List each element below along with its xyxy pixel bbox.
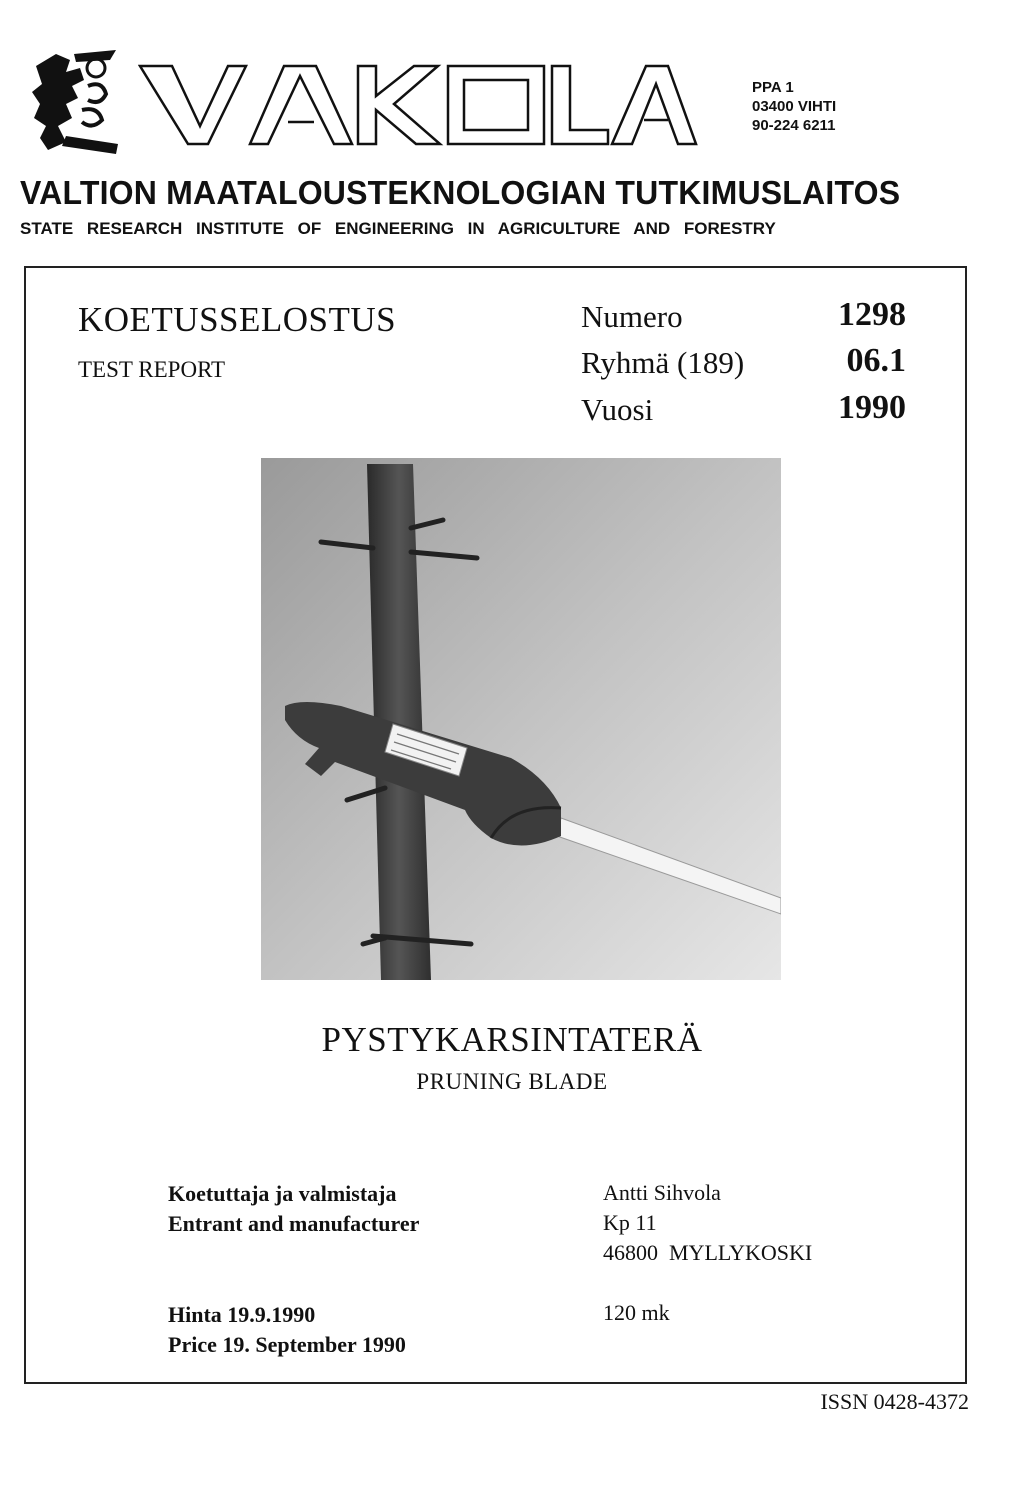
meta-label-year: Vuosi [581,392,654,427]
institute-name-english: STATE RESEARCH INSTITUTE OF ENGINEERING IN AGRICULTURE AND FORESTRY [20,219,776,238]
meta-label-group: Ryhmä (189) [581,345,745,380]
meta-value-group: 06.1 [846,342,906,379]
meta-value-year: 1990 [838,389,906,426]
price-label-finnish: Hinta 19.9.1990 [168,1302,316,1327]
address-line: PPA 1 [752,79,794,96]
product-name-finnish: PYSTYKARSINTATERÄ [321,1020,703,1059]
institute-address [752,78,836,135]
issn-number: ISSN 0428-4372 [820,1389,969,1414]
entrant-postal: 46800 MYLLYKOSKI [603,1240,813,1265]
meta-value-number: 1298 [838,296,906,333]
entrant-label-finnish: Koetuttaja ja valmistaja [168,1181,397,1206]
report-type-finnish: KOETUSSELOSTUS [78,300,397,339]
address-line: 03400 VIHTI [752,98,837,115]
report-type-english: TEST REPORT [78,357,226,382]
price-label-english: Price 19. September 1990 [168,1332,406,1357]
entrant-address: Kp 11 [603,1210,657,1235]
pruning-blade-photo [261,458,781,980]
entrant-name: Antti Sihvola [603,1180,721,1205]
meta-label-number: Numero [581,299,683,334]
lion-emblem-icon [26,46,122,158]
product-name-english: PRUNING BLADE [416,1069,608,1094]
entrant-label-english: Entrant and manufacturer [168,1211,420,1236]
price-value: 120 mk [603,1300,670,1325]
institute-name-finnish: VALTION MAATALOUSTEKNOLOGIAN TUTKIMUSLAITOS [20,174,901,211]
vakola-logo [138,62,698,148]
address-line: 90-224 6211 [752,117,836,134]
